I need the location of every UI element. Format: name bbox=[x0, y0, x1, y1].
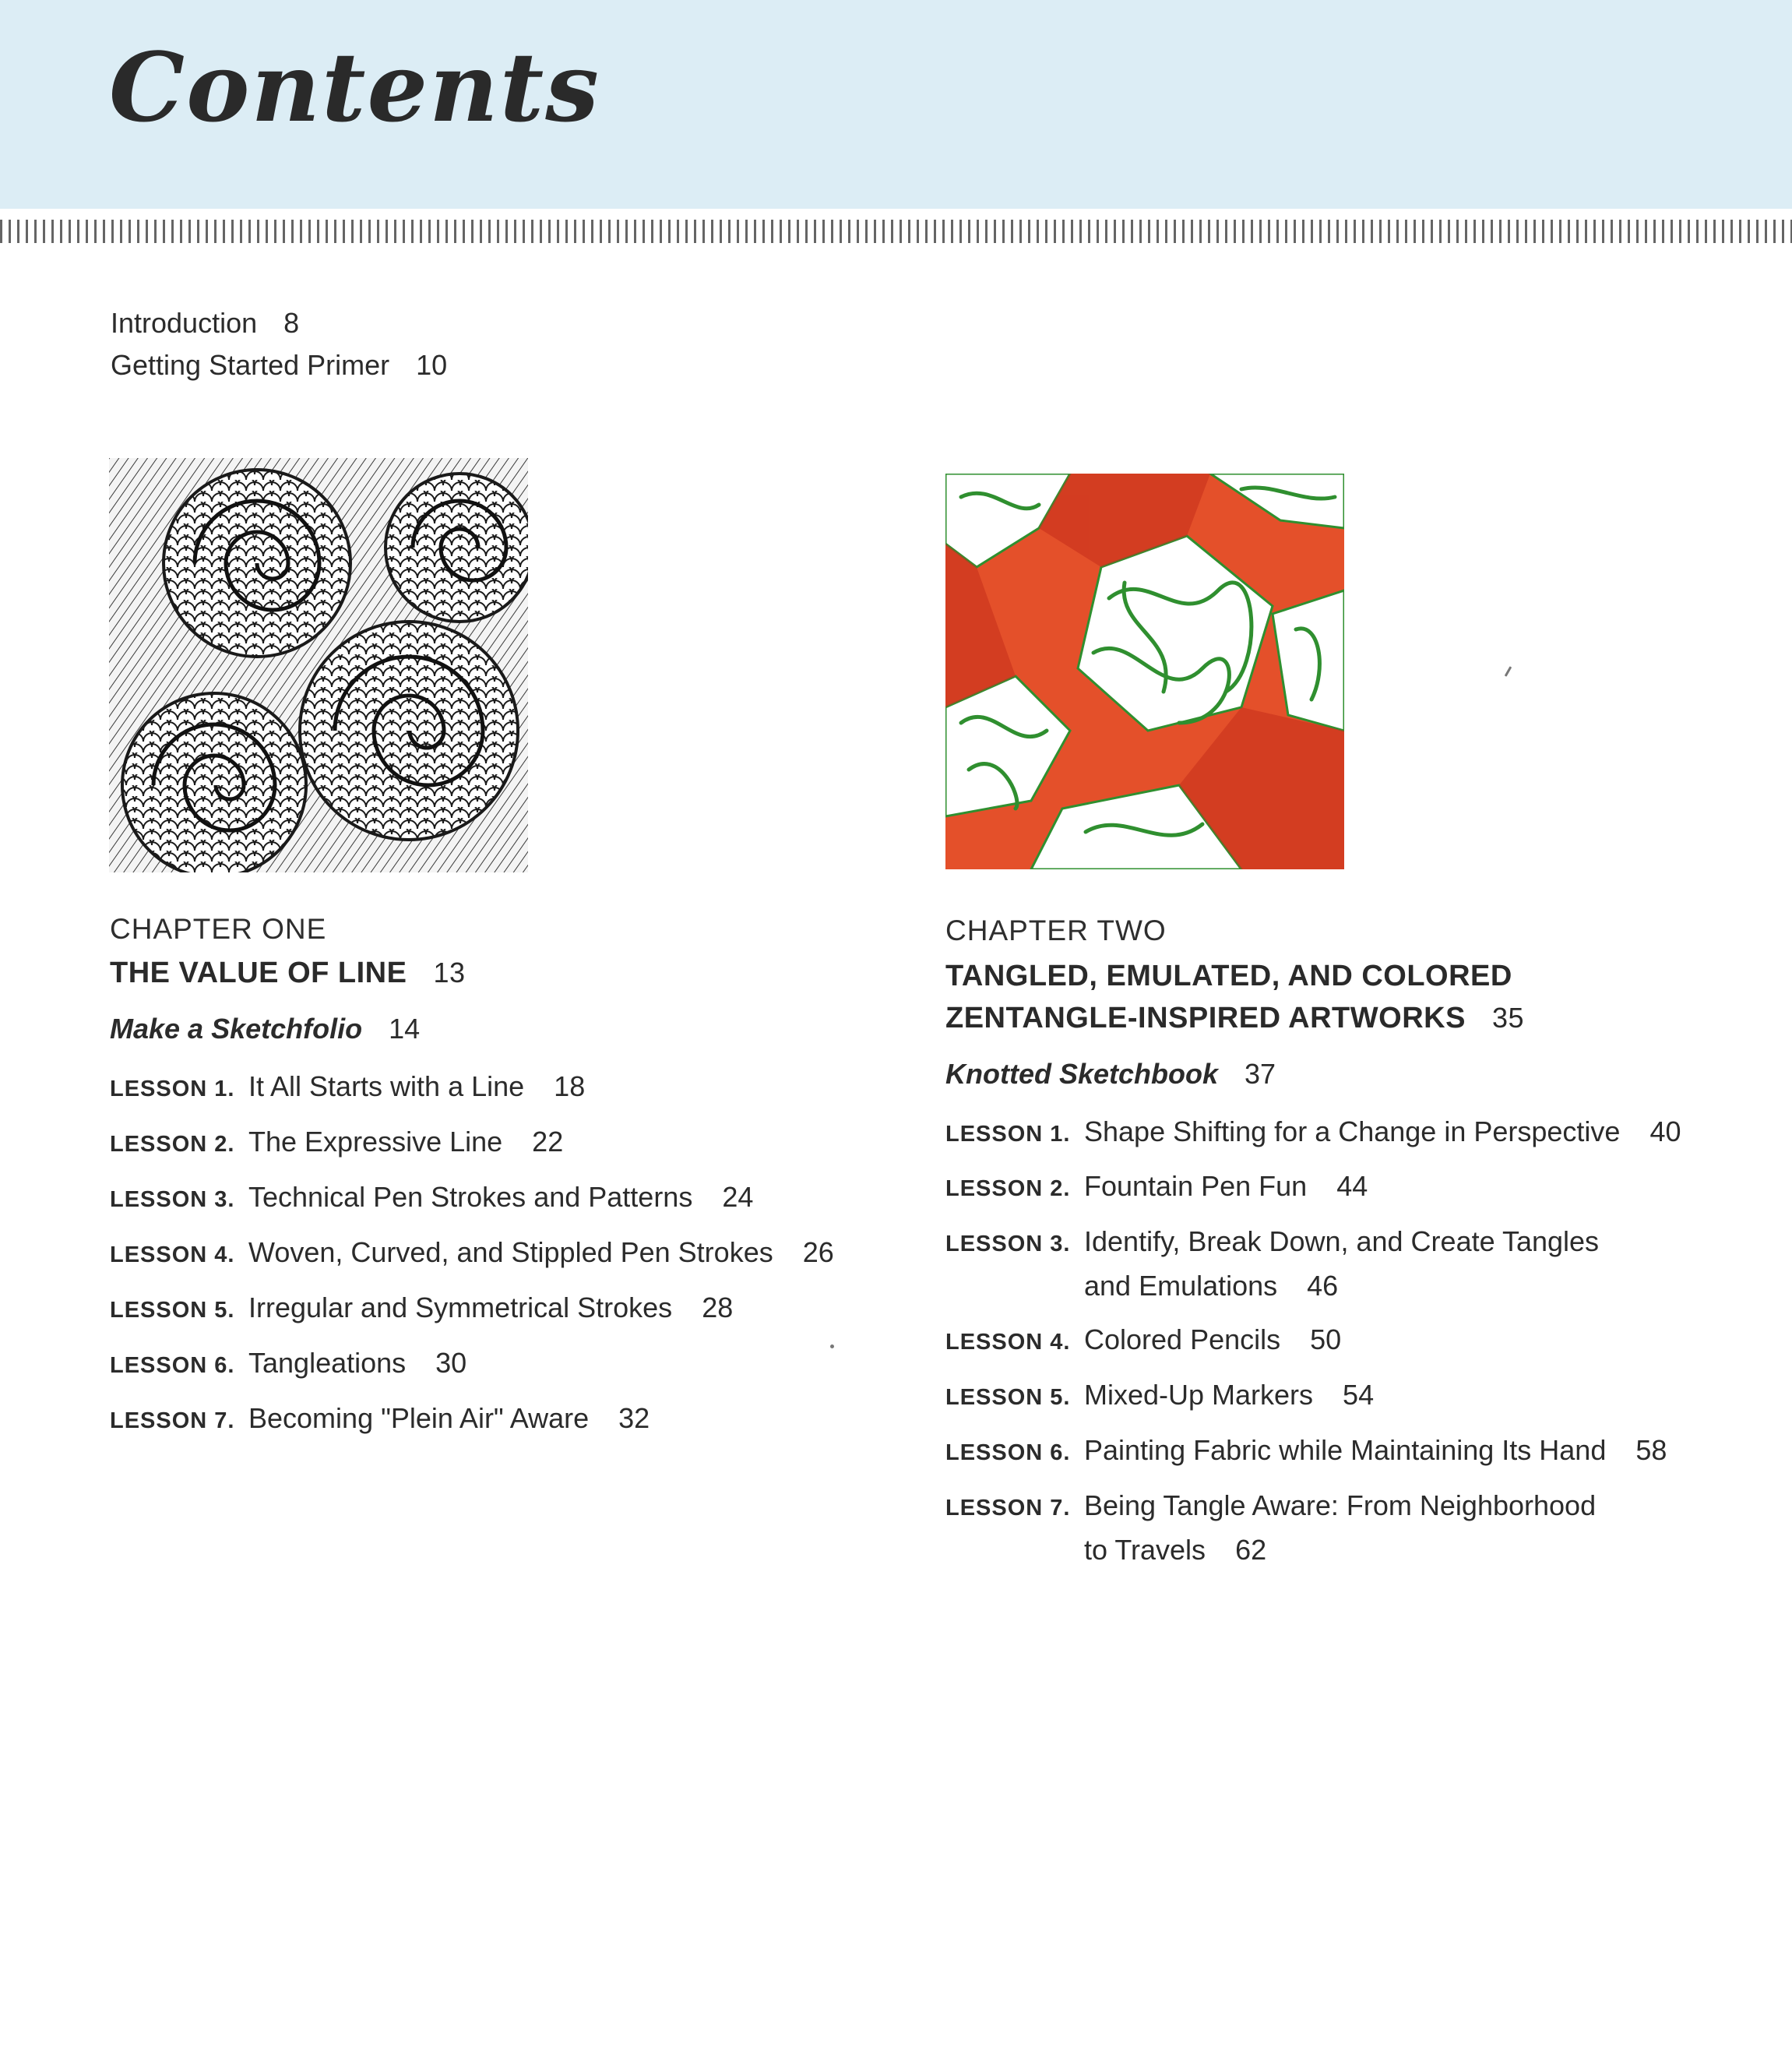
page-title: Contents bbox=[109, 31, 600, 143]
lesson-page: 22 bbox=[532, 1126, 564, 1158]
lesson-page: 46 bbox=[1307, 1270, 1339, 1302]
lesson-page: 24 bbox=[722, 1181, 754, 1213]
lesson-page: 18 bbox=[554, 1070, 586, 1102]
header-band bbox=[0, 0, 1792, 209]
lesson-page: 32 bbox=[618, 1402, 650, 1434]
lesson-page: 62 bbox=[1235, 1534, 1267, 1566]
lesson-title: Being Tangle Aware: From Neighborhood bbox=[1084, 1489, 1597, 1521]
lesson-title: Shape Shifting for a Change in Perspective bbox=[1084, 1115, 1621, 1147]
lesson-number: LESSON 7. bbox=[110, 1408, 235, 1433]
lesson-title: Woven, Curved, and Stippled Pen Strokes bbox=[248, 1236, 773, 1268]
lesson-title: Colored Pencils bbox=[1084, 1323, 1281, 1355]
lesson-title: It All Starts with a Line bbox=[248, 1070, 525, 1102]
chapter-two-title[interactable] bbox=[945, 955, 1524, 1039]
lesson-page: 28 bbox=[702, 1292, 734, 1323]
lesson-page: 54 bbox=[1343, 1379, 1375, 1411]
toc-entry-project[interactable] bbox=[945, 1058, 1276, 1091]
toc-entry-lesson[interactable] bbox=[110, 1397, 650, 1442]
lesson-number: LESSON 5. bbox=[110, 1298, 235, 1323]
decorative-ruler-border bbox=[0, 220, 1792, 243]
chapter-two-label: CHAPTER TWO bbox=[945, 914, 1167, 946]
chapter-two-illustration bbox=[945, 474, 1344, 869]
toc-entry-lesson[interactable] bbox=[945, 1221, 1599, 1306]
toc-entry-lesson[interactable] bbox=[110, 1342, 466, 1387]
lesson-page: 26 bbox=[802, 1236, 834, 1268]
lesson-title: Painting Fabric while Maintaining Its Hand bbox=[1084, 1434, 1607, 1466]
toc-entry-lesson[interactable] bbox=[945, 1111, 1681, 1155]
chapter-title-line2: ZENTANGLE-INSPIRED ARTWORKS bbox=[945, 1002, 1466, 1034]
chapter-title-line1: TANGLED, EMULATED, AND COLORED bbox=[945, 960, 1512, 992]
lesson-number: LESSON 4. bbox=[945, 1330, 1071, 1355]
chapter-page: 35 bbox=[1491, 1002, 1524, 1034]
scan-speck bbox=[830, 1344, 834, 1348]
toc-entry-lesson[interactable] bbox=[945, 1485, 1596, 1570]
lesson-page: 58 bbox=[1635, 1434, 1667, 1466]
toc-entry-project[interactable] bbox=[110, 1013, 420, 1045]
lesson-page: 44 bbox=[1336, 1170, 1368, 1202]
lesson-title: The Expressive Line bbox=[248, 1126, 503, 1158]
lesson-title: Identify, Break Down, and Create Tangles bbox=[1084, 1225, 1600, 1257]
lesson-number: LESSON 7. bbox=[945, 1496, 1071, 1521]
toc-entry-introduction[interactable] bbox=[111, 307, 299, 340]
project-page: 14 bbox=[389, 1013, 421, 1045]
lesson-number: LESSON 1. bbox=[110, 1077, 235, 1101]
lesson-number: LESSON 3. bbox=[945, 1232, 1071, 1256]
toc-entry-lesson[interactable] bbox=[110, 1121, 563, 1165]
lesson-number: LESSON 5. bbox=[945, 1385, 1071, 1410]
toc-entry-lesson[interactable] bbox=[110, 1176, 753, 1221]
lesson-page: 40 bbox=[1649, 1115, 1681, 1147]
lesson-title: Fountain Pen Fun bbox=[1084, 1170, 1308, 1202]
toc-entry-lesson[interactable] bbox=[110, 1066, 585, 1110]
entry-title: Getting Started Primer bbox=[111, 349, 390, 381]
toc-entry-lesson[interactable] bbox=[110, 1287, 733, 1331]
chapter-page: 13 bbox=[433, 957, 466, 988]
lesson-number: LESSON 6. bbox=[110, 1353, 235, 1378]
chapter-one-title[interactable] bbox=[110, 952, 466, 994]
chapter-one-label: CHAPTER ONE bbox=[110, 913, 327, 945]
project-page: 37 bbox=[1245, 1058, 1276, 1090]
lesson-number: LESSON 1. bbox=[945, 1122, 1071, 1147]
entry-title: Introduction bbox=[111, 307, 258, 339]
lesson-title: Mixed-Up Markers bbox=[1084, 1379, 1314, 1411]
scan-speck bbox=[1505, 666, 1512, 677]
lesson-number: LESSON 4. bbox=[110, 1242, 235, 1267]
project-title: Knotted Sketchbook bbox=[945, 1058, 1219, 1090]
lesson-title-continued: to Travels bbox=[1084, 1534, 1206, 1566]
toc-entry-lesson[interactable] bbox=[945, 1429, 1667, 1474]
chapter-one-illustration bbox=[109, 458, 528, 872]
toc-entry-lesson[interactable] bbox=[945, 1165, 1368, 1210]
entry-page: 8 bbox=[283, 307, 300, 339]
toc-entry-getting-started[interactable] bbox=[111, 349, 447, 382]
lesson-number: LESSON 3. bbox=[110, 1187, 235, 1212]
lesson-title: Technical Pen Strokes and Patterns bbox=[248, 1181, 693, 1213]
lesson-page: 30 bbox=[435, 1347, 467, 1379]
entry-page: 10 bbox=[416, 349, 448, 381]
toc-entry-lesson[interactable] bbox=[945, 1319, 1341, 1363]
lesson-page: 50 bbox=[1310, 1323, 1342, 1355]
lesson-title-continued: and Emulations bbox=[1084, 1270, 1278, 1302]
lesson-number: LESSON 6. bbox=[945, 1440, 1071, 1465]
lesson-number: LESSON 2. bbox=[110, 1132, 235, 1157]
toc-entry-lesson[interactable] bbox=[110, 1232, 834, 1276]
project-title: Make a Sketchfolio bbox=[110, 1013, 363, 1045]
lesson-number: LESSON 2. bbox=[945, 1176, 1071, 1201]
chapter-title-text: THE VALUE OF LINE bbox=[110, 957, 407, 989]
lesson-title: Becoming "Plein Air" Aware bbox=[248, 1402, 590, 1434]
lesson-title: Irregular and Symmetrical Strokes bbox=[248, 1292, 673, 1323]
toc-entry-lesson[interactable] bbox=[945, 1374, 1374, 1418]
lesson-title: Tangleations bbox=[248, 1347, 407, 1379]
